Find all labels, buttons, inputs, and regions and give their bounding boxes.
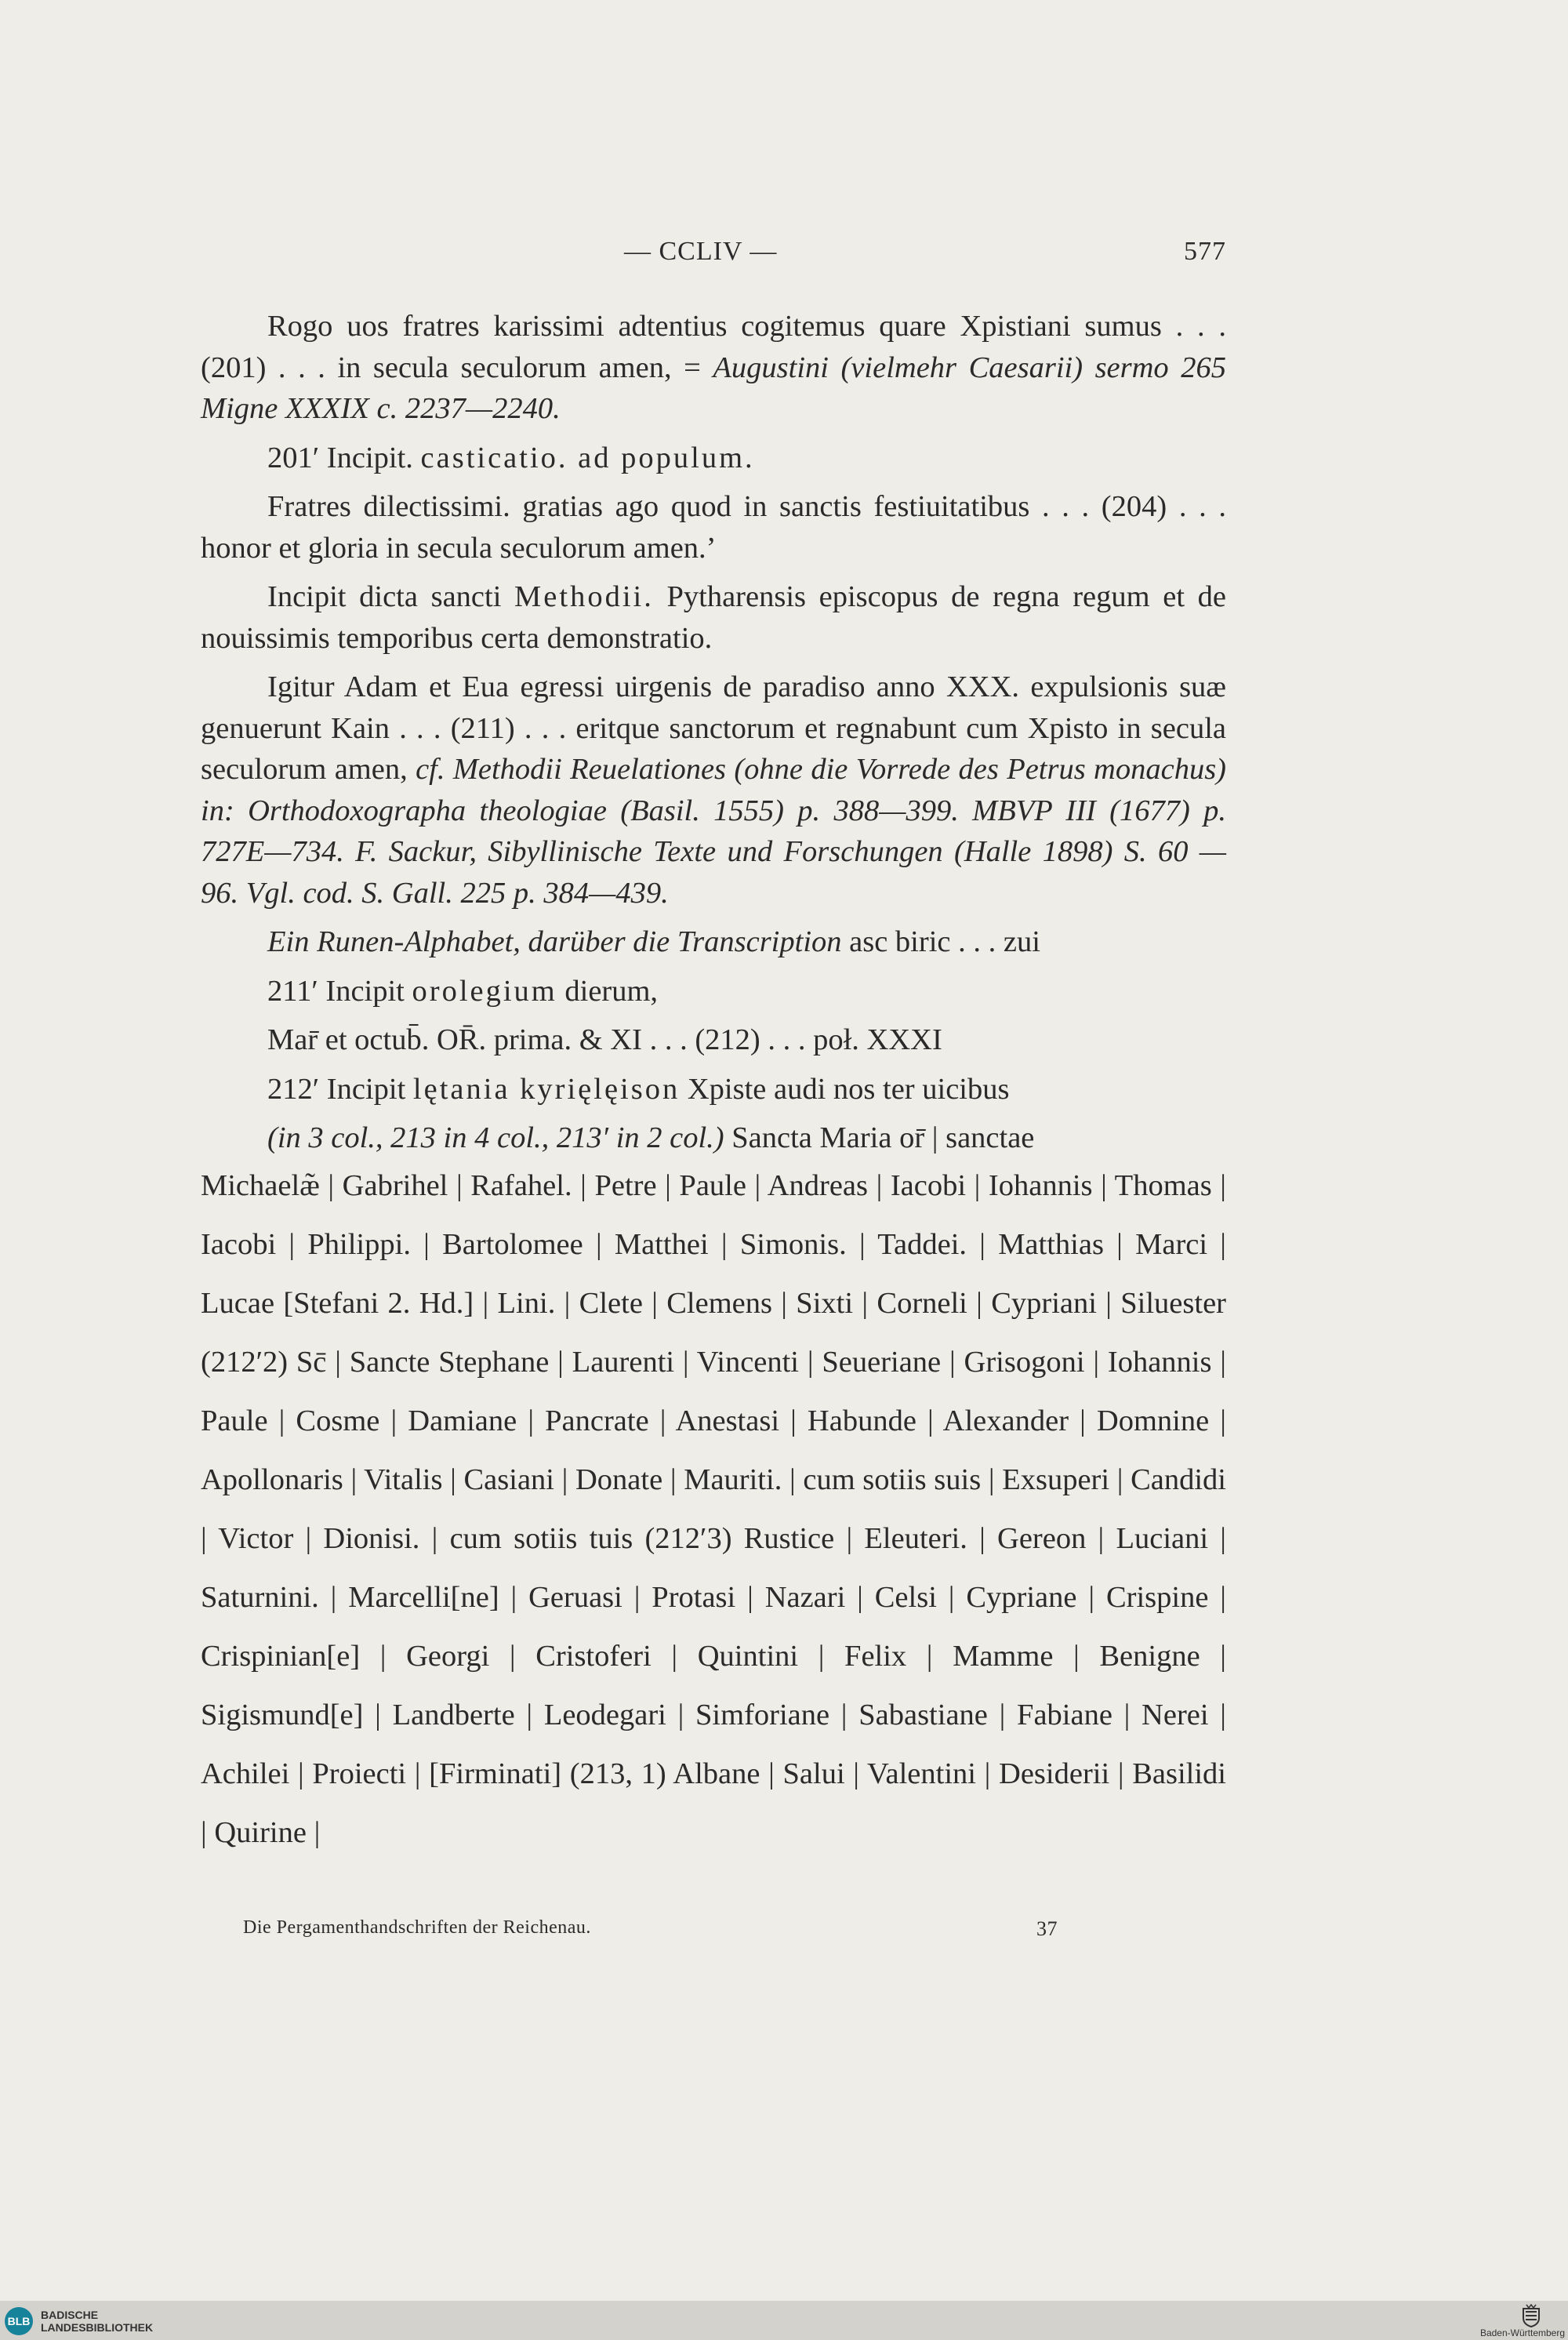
library-name-line-2: LANDESBIBLIOTHEK [41,2321,154,2334]
p9-incipit: 212′ Incipit [267,1072,413,1106]
running-head: — CCLIV — [624,237,778,266]
crest-label: Baden-Württemberg [1479,2327,1565,2338]
paragraph-9 [201,1069,1226,1110]
p7-spaced: orolegium [412,974,557,1008]
paragraph-5 [201,667,1226,914]
bottom-bar [0,2301,1568,2340]
p1-text: Rogo uos fratres karissimi adtentius cogitemus quare Χpistiani sumus . . . (201) . . . in secula seculorum amen, = [201,310,1226,384]
page-number: 577 [1184,237,1226,266]
paragraph-6 [201,921,1226,963]
p5-reference: cf. Methodii Reuelationes (ohne die Vorrede des Petrus monachus) in: Orthodoxographa theologiae (Basil. 1555) p. 388—399. MBVP III (1677) p. 727E—734. F. Sackur, Sibyllinische Texte und Forschungen (Halle 1898) S. 60 — 96. Vgl. cod. S. Gall. 225 p. 384—439. [201,753,1227,910]
paragraph-2 [201,438,1226,479]
paragraph-3: Fratres dilectissimi. gratias ago quod in sanctis festiuitatibus . . . (204) . . . honor et gloria in secula seculorum amen.’ [201,490,1226,565]
main-text [201,306,1226,1159]
paragraph-10 [201,1117,1226,1159]
p9-spaced: lętania kyrięlęison [412,1072,681,1106]
p7-incipit: 211′ Incipit [267,974,412,1008]
p10-note: (in 3 col., 213 in 4 col., 213′ in 2 col.) [267,1121,724,1154]
p6-note: Ein Runen-Alphabet, darüber die Transcription [267,925,842,958]
p6-text: asc biric . . . zui [841,925,1040,958]
litany-text [201,1157,1226,1862]
page-header [201,237,1226,276]
page-footer [243,1917,1226,1938]
paragraph-8: Mar̄ et octub̄. OR̄. prima. & XI . . . (212) . . . poł. XXXI [267,1023,942,1056]
p7-rest: dierum, [557,974,659,1008]
p4-text: Incipit dicta sancti [267,580,515,613]
library-name [41,2309,153,2334]
p4-rest: Pytharensis episcopus de regna regum et de nouissimis temporibus certa demonstratio. [201,580,1226,655]
footer-title: Die Pergamenthandschriften der Reichenau. [243,1917,591,1938]
coat-of-arms-icon [1521,2304,1541,2327]
paragraph-4 [201,576,1226,659]
p4-spaced: Methodii. [514,580,654,613]
signature-mark: 37 [1036,1917,1058,1940]
paragraph-1 [201,306,1226,430]
p9-rest: Χpiste audi nos ter uicibus [680,1072,1010,1106]
p2-title: casticatio. ad populum. [420,441,755,474]
p10-text: Sancta Maria or̄ | sanctae [724,1121,1035,1154]
paragraph-7 [201,971,1226,1012]
p1-reference: Augustini (vielmehr Caesarii) sermo 265 Migne XXXIX c. 2237—2240. [201,351,1226,425]
p2-incipit: 201′ Incipit. [267,441,421,474]
library-name-line-1: BADISCHE [41,2309,99,2321]
blb-logo-icon: BLB [5,2307,33,2335]
litany-paragraph: Michaelæ̃ | Gabrihel | Rafahel. | Petre | Paule | Andreas | Iacobi | Iohannis | Thomas | Iacobi | Philippi. | Bartolomee | Matthei | Simonis. | Taddei. | Matthias | Marci | Lucae [Stefani 2. Hd.] | Lini. | Clete | Clemens | Sixti | Corneli | Cypriani | Siluester (212′2) Sc̄ | Sancte Stephane | Laurenti | Vincenti | Seueriane | Grisogoni | Iohannis | Paule | Cosme | Damiane | Pancrate | Anestasi | Habunde | Alexander | Domnine | Apollonaris | Vitalis | Casiani | Donate | Mauriti. | cum sotiis suis | Exsuperi | Candidi | Victor | Dionisi. | cum sotiis tuis (212′3) Rustice | Eleuteri. | Gereon | Luciani | Saturnini. | Marcelli[ne] | Geruasi | Protasi | Nazari | Celsi | Cypriane | Crispine | Crispinian[e] | Georgi | Cristoferi | Quintini | Felix | Mamme | Benigne | Sigismund[e] | Landberte | Leodegari | Simforiane | Sabastiane | Fabiane | Nerei | Achilei | Proiecti | [Firminati] (213, 1) Albane | Salui | Valentini | Desiderii | Basilidi | Quirine | [201,1169,1226,1849]
p5-text: Igitur Adam et Eua egressi uirgenis de paradiso anno XXX. expulsionis suæ genuerunt Kain . . . (211) . . . eritque sanctorum et regnabunt cum Χpisto in secula seculorum amen, [201,670,1226,786]
